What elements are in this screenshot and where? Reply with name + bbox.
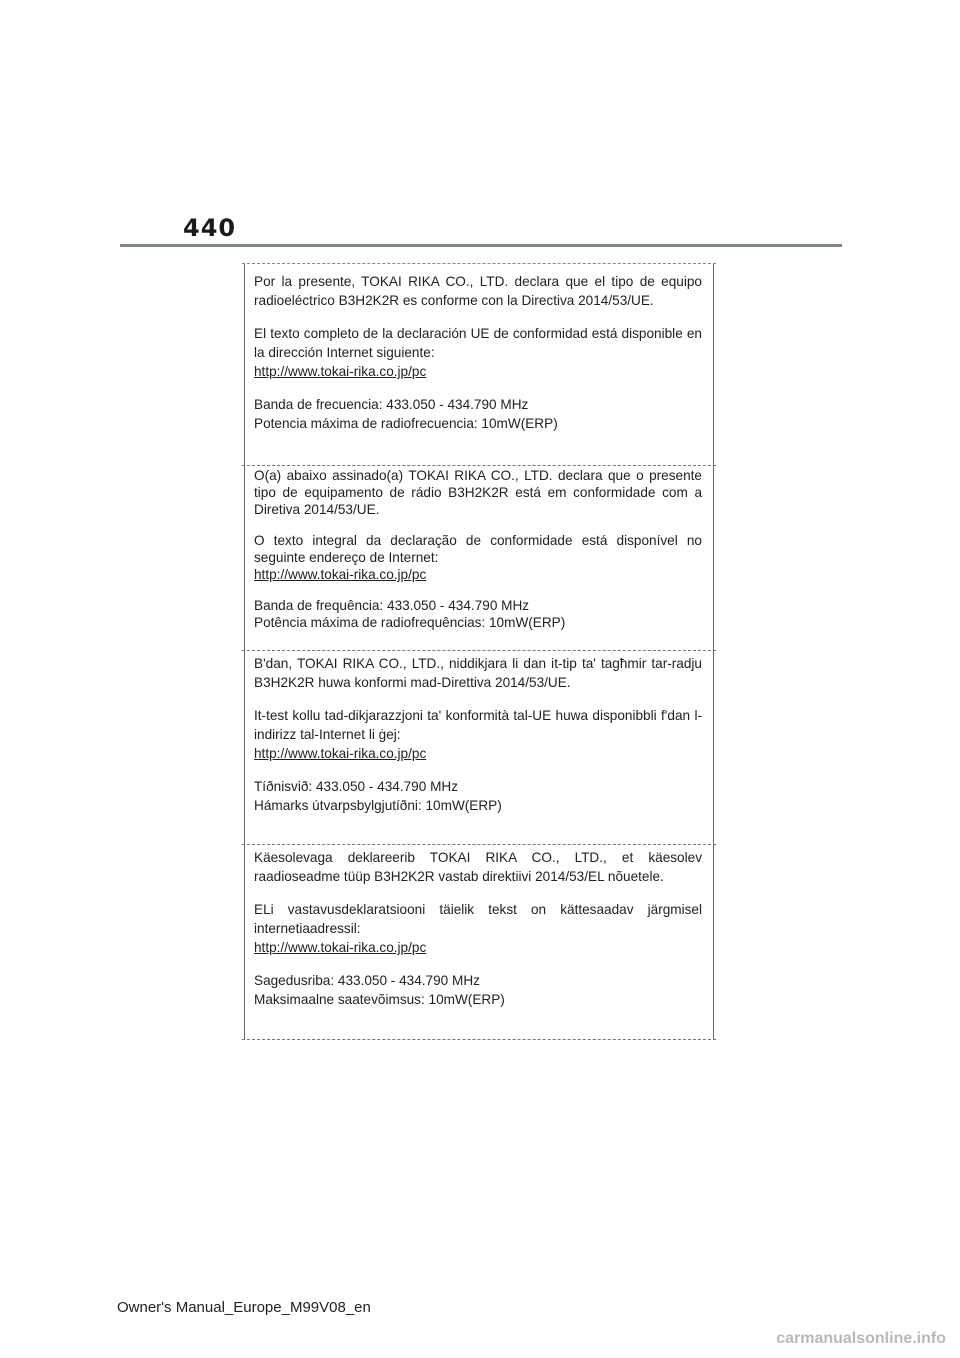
declaration-section-mt: [242, 654, 716, 815]
declaration-section-es: [242, 272, 716, 433]
declaration-statement: Por la presente, TOKAI RIKA CO., LTD. declara que el tipo de equipo radioeléctrico B3H2K2R es conforme con la Directiva 2014/53/UE.: [254, 274, 702, 308]
declaration-statement: Käesolevaga deklareerib TOKAI RIKA CO., LTD., et käesolev raadioseadme tüüp B3H2K2R vastab direktiivi 2014/53/EL nõuetele.: [254, 850, 702, 884]
declaration-section-et: [242, 848, 716, 1009]
declaration-url-link[interactable]: http://www.tokai-rika.co.jp/pc: [254, 940, 427, 955]
declaration-statement: B'dan, TOKAI RIKA CO., LTD., niddikjara li dan it-tip ta' tagħmir tar-radju B3H2K2R huwa konformi mad-Direttiva 2014/53/UE.: [254, 656, 702, 690]
declaration-url-link[interactable]: http://www.tokai-rika.co.jp/pc: [254, 567, 427, 582]
declaration-url-link[interactable]: http://www.tokai-rika.co.jp/pc: [254, 746, 427, 761]
declaration-url-link[interactable]: http://www.tokai-rika.co.jp/pc: [254, 364, 427, 379]
watermark: carmanualsonline.info: [776, 1330, 946, 1347]
page-number: 440: [183, 214, 237, 242]
declaration-availability: El texto completo de la declaración UE de conformidad está disponible en la dirección Internet siguiente:: [254, 326, 702, 360]
declaration-availability: O texto integral da declaração de conformidade está disponível no seguinte endereço de Internet:: [254, 533, 702, 565]
frequency-band: Tíðnisvið: 433.050 - 434.790 MHz: [254, 779, 459, 794]
max-power: Potencia máxima de radiofrecuencia: 10mW(ERP): [254, 416, 558, 431]
max-power: Hámarks útvarpsbylgjutíðni: 10mW(ERP): [254, 798, 502, 813]
frequency-band: Sagedusriba: 433.050 - 434.790 MHz: [254, 973, 480, 988]
frequency-band: Banda de frecuencia: 433.050 - 434.790 MHz: [254, 397, 529, 412]
declaration-section-pt: [242, 467, 716, 631]
max-power: Maksimaalne saatevõimsus: 10mW(ERP): [254, 992, 505, 1007]
declaration-statement: O(a) abaixo assinado(a) TOKAI RIKA CO., LTD. declara que o presente tipo de equipamento de rádio B3H2K2R está em conformidade com a Diretiva 2014/53/UE.: [254, 468, 702, 517]
max-power: Potência máxima de radiofrequências: 10mW(ERP): [254, 615, 566, 630]
header-rule: [120, 244, 842, 247]
frequency-band: Banda de frequência: 433.050 - 434.790 MHz: [254, 598, 530, 613]
manual-footer: Owner's Manual_Europe_M99V08_en: [117, 1299, 371, 1316]
section-divider: [242, 650, 716, 651]
section-divider: [242, 465, 716, 466]
declaration-box: [242, 263, 716, 1040]
declaration-availability: ELi vastavusdeklaratsiooni täielik tekst on kättesaadav järgmisel internetiaadressil:: [254, 902, 702, 936]
section-divider: [242, 844, 716, 845]
declaration-availability: It-test kollu tad-dikjarazzjoni ta' konformità tal-UE huwa disponibbli f'dan l-indirizz tal-Internet li ġej:: [254, 708, 702, 742]
